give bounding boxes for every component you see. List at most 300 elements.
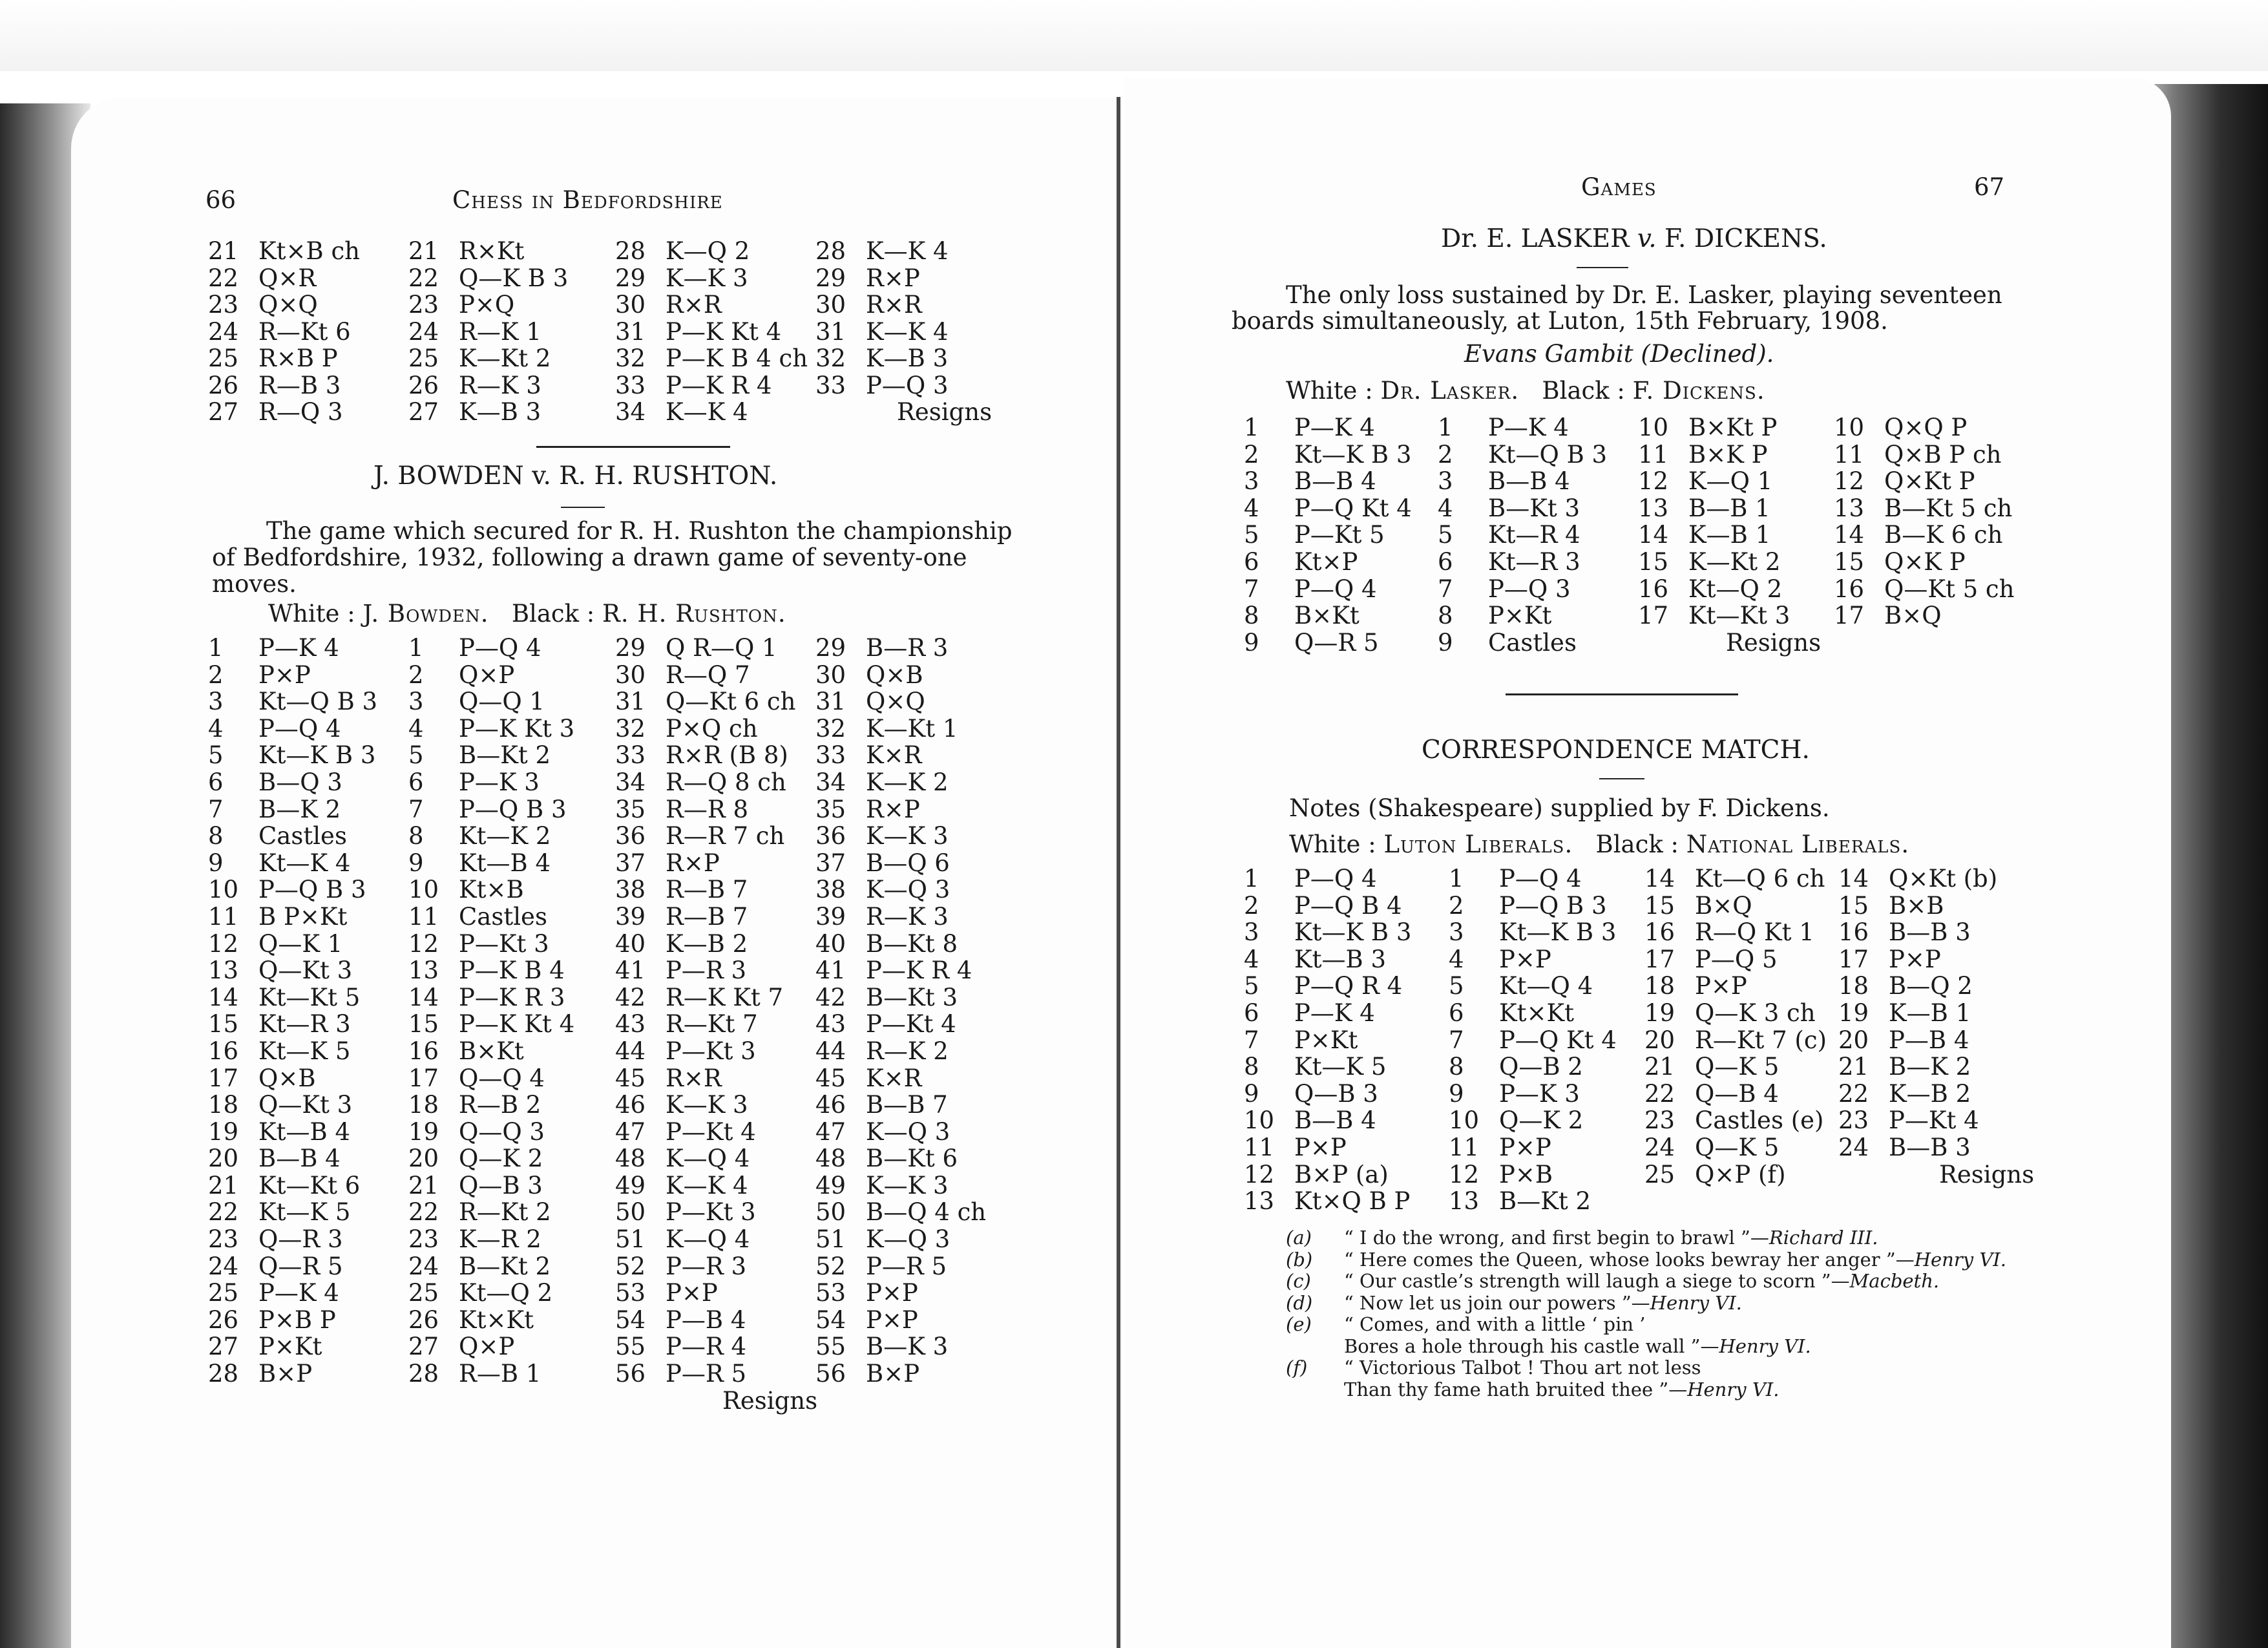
section-divider [536,446,730,448]
move-number: 7 [1449,1026,1464,1054]
move-number: 54 [615,1305,646,1334]
move-row [615,931,817,958]
move-notation: Q×P [459,1333,515,1361]
move-row [815,1145,986,1172]
move-number: 1 [1449,865,1464,893]
move-row [208,796,377,823]
move-row [1838,1161,2034,1188]
move-notation: B—B 3 [1889,1133,1971,1161]
move-notation: P—K 4 [1294,414,1375,441]
move-number: 26 [408,371,439,399]
move-column [1838,865,2034,1188]
move-number: 7 [1244,575,1259,603]
move-notation: P—R 4 [666,1333,747,1361]
move-row [1438,576,1607,603]
black-player: R. H. Rushton. [602,600,786,628]
move-row [208,957,377,984]
move-notation: K—Q 3 [866,1225,950,1254]
move-row [1834,602,2014,629]
move-notation: K—B 3 [459,398,541,426]
move-notation: P—Kt 3 [666,1198,756,1227]
move-notation: Q—Kt 6 ch [666,688,796,716]
note-line [1286,1357,1701,1379]
move-number: 15 [208,1010,239,1039]
move-row [615,319,808,346]
move-notation: Kt—B 4 [258,1117,351,1146]
move-notation: Kt—R 3 [1488,547,1580,576]
move-row [408,1333,574,1360]
move-number: 40 [615,929,646,958]
move-notation: P×P [1695,972,1747,1000]
move-row [815,238,992,265]
move-row [408,1092,574,1119]
move-row [615,1333,817,1360]
move-notation: P—Q B 3 [1499,891,1607,920]
move-row [1244,1188,1411,1215]
move-row [208,399,360,426]
move-notation: P—K 3 [1499,1079,1580,1108]
move-notation: K—Q 4 [666,1145,750,1173]
move-notation: Kt—K 5 [258,1037,351,1065]
move-notation: K—Kt 1 [866,714,958,743]
move-notation: Kt—Q B 3 [258,688,378,716]
move-number: 6 [1244,998,1259,1027]
move-column [815,238,992,426]
move-notation: R×P [866,264,920,292]
move-notation: Q—B 3 [459,1171,543,1199]
move-number: 7 [408,795,424,823]
move-number: 18 [408,1091,439,1119]
move-notation: Kt×P [1294,547,1358,576]
move-notation: P—K R 4 [666,371,772,399]
move-column [615,635,817,1414]
move-number: 17 [208,1064,239,1092]
move-notation: K—K 2 [866,768,949,796]
move-number: 11 [208,902,239,931]
move-row [815,1360,986,1388]
move-row [1644,1107,1827,1134]
move-notation: B—Kt 2 [1499,1187,1591,1216]
move-number: 3 [1449,918,1464,947]
move-number: 1 [408,634,424,662]
move-notation: B—K 2 [1889,1053,1971,1081]
move-number: 50 [815,1198,846,1227]
title-suffix: F. DICKENS. [1656,224,1827,253]
note-quote: “ Our castle’s strength will laugh a siege to scorn ”— [1344,1270,1850,1292]
move-row [408,931,574,958]
move-notation: K—R 2 [459,1225,541,1254]
resigns-label: Resigns [1939,1160,2035,1188]
note-source: Henry VI. [1719,1335,1811,1357]
move-notation: P—Q 3 [1488,575,1571,603]
move-row [1244,468,1412,495]
move-number: 31 [815,317,846,346]
move-notation: P×P [258,660,311,689]
move-notation: Q—B 2 [1499,1053,1583,1081]
title-rule [1599,778,1644,779]
move-row [1438,414,1607,441]
move-column [615,238,808,426]
move-number: 14 [1838,865,1869,893]
move-row [1644,1000,1827,1027]
note-source: Henry VI. [1687,1378,1780,1400]
move-row [408,742,574,769]
move-number: 2 [408,660,424,689]
move-notation: R—B 2 [459,1091,541,1119]
move-number: 26 [208,371,239,399]
move-notation: R×R (B 8) [666,741,788,770]
move-number: 41 [615,956,646,985]
move-notation: B—R 3 [866,634,949,662]
move-row [815,319,992,346]
move-notation: K—Q 2 [666,237,750,265]
move-row [1838,1107,2034,1134]
move-row [615,1065,817,1092]
move-notation: Kt—Kt 3 [1688,602,1790,630]
move-row [815,876,986,903]
move-number: 30 [615,291,646,319]
move-number: 42 [815,983,846,1011]
move-row [1644,946,1827,973]
move-number: 38 [615,876,646,904]
move-row [408,291,568,319]
move-number: 20 [1644,1026,1675,1054]
move-row [1449,1000,1617,1027]
move-number: 23 [408,1225,439,1254]
resigns-label: Resigns [897,398,992,426]
move-number: 19 [1644,998,1675,1027]
move-row [1244,576,1412,603]
move-notation: P—Kt 4 [666,1117,756,1146]
move-notation: P—R 3 [666,956,747,985]
move-row [1449,1027,1617,1054]
move-row [208,742,377,769]
move-row [1638,495,1821,522]
move-notation: Kt—Q 2 [459,1279,553,1307]
move-number: 9 [1244,628,1259,657]
title-rule [1577,267,1628,268]
move-notation: P—Kt 4 [1889,1106,1979,1135]
move-row [615,1388,817,1415]
lasker-intro-1: The only loss sustained by Dr. E. Lasker, playing seventeen [1286,281,2002,309]
move-row [1438,522,1607,549]
move-number: 1 [208,634,224,662]
move-number: 17 [1834,602,1865,630]
move-number: 1 [1244,865,1259,893]
move-row [1644,1134,1827,1161]
move-row [408,265,568,292]
move-notation: R×Kt [459,237,525,265]
note-line [1286,1271,1939,1292]
move-row [1638,522,1821,549]
move-number: 35 [815,795,846,823]
move-number: 11 [1449,1133,1480,1161]
move-number: 24 [208,1252,239,1280]
move-number: 34 [615,398,646,426]
move-row [1244,441,1412,469]
move-row [815,823,986,850]
move-number: 19 [408,1117,439,1146]
move-number: 10 [1244,1106,1275,1135]
black-player: National Liberals. [1686,830,1910,858]
move-number: 45 [815,1064,846,1092]
move-row [815,399,992,426]
move-row [1438,468,1607,495]
move-number: 24 [1644,1133,1675,1161]
move-notation: P×P [666,1279,718,1307]
move-notation: K—K 3 [866,822,949,850]
note-source: Henry VI. [1914,1248,2006,1271]
move-row [1638,629,1821,657]
move-number: 44 [815,1037,846,1065]
correspondence-intro: Notes (Shakespeare) supplied by F. Dickens. [1289,794,1830,822]
move-notation: Kt—Q 4 [1499,972,1593,1000]
move-notation: K—Kt 2 [459,344,551,372]
move-column [1244,865,1411,1215]
lasker-players-line [1286,378,1765,404]
move-notation: Q—Kt 5 ch [1884,575,2015,603]
note-line [1286,1379,1779,1400]
move-row [1644,973,1827,1000]
move-notation: Kt×B ch [258,237,361,265]
move-number: 32 [815,714,846,743]
move-number: 4 [408,714,424,743]
move-notation: K—B 1 [1688,521,1771,549]
move-row [1244,1081,1411,1108]
move-number: 20 [408,1145,439,1173]
move-notation: K—B 1 [1889,998,1971,1027]
white-label: White : [268,600,355,628]
move-number: 8 [1244,602,1259,630]
move-notation: B—Kt 2 [459,1252,551,1280]
move-row [1838,946,2034,973]
move-notation: Q×B P ch [1884,440,2002,469]
move-notation: R—K 2 [866,1037,949,1065]
running-head-left: Chess in Bedfordshire [452,186,723,214]
move-notation: Castles (e) [1695,1106,1824,1135]
move-number: 32 [615,714,646,743]
move-notation: P×P [1499,945,1551,973]
move-notation: R—Kt 7 [666,1010,758,1039]
move-notation: K—K 4 [866,237,949,265]
move-notation: P—Q B 3 [258,876,366,904]
move-row [1244,865,1411,893]
move-notation: P—K 4 [1488,414,1569,441]
move-row [815,1333,986,1360]
move-number: 2 [1244,891,1259,920]
move-number: 16 [1644,918,1675,947]
move-number: 5 [1449,972,1464,1000]
move-row [1838,1081,2034,1108]
move-notation: Q—K 2 [1499,1106,1584,1135]
move-number: 12 [1449,1160,1480,1188]
move-row [615,238,808,265]
move-row [208,715,377,743]
move-notation: R—K 3 [459,371,541,399]
white-player: Dr. Lasker. [1380,377,1520,405]
move-row [1838,1053,2034,1081]
move-row [1244,1027,1411,1054]
move-notation: P—K 4 [1294,998,1375,1027]
move-row [408,688,574,715]
intro-line-1: The game which secured for R. H. Rushton the championship [266,517,1013,545]
move-notation: P—Q Kt 4 [1294,494,1412,522]
move-row [615,1280,817,1307]
move-column [1644,865,1827,1188]
move-notation: Q×Q [866,688,925,716]
intro-line-3: moves. [212,570,297,598]
move-number: 35 [615,795,646,823]
move-number: 13 [1638,494,1669,522]
move-row [815,1038,986,1065]
move-row [1644,1053,1827,1081]
move-notation: B—B 1 [1688,494,1770,522]
move-row [815,1226,986,1253]
move-row [1638,602,1821,629]
move-number: 9 [1244,1079,1259,1108]
move-row [408,715,574,743]
move-row [1838,1000,2034,1027]
move-notation: K×R [866,741,922,770]
opening-name: Evans Gambit (Declined). [1464,340,1774,368]
move-notation: B×K P [1688,440,1768,469]
move-notation: Kt—K B 3 [1499,918,1617,947]
move-notation: Kt—K 5 [258,1198,351,1227]
move-row [208,1226,377,1253]
move-row [408,1119,574,1146]
black-label: Black : [1542,377,1625,405]
move-notation: Q×P (f) [1695,1160,1786,1188]
move-column [208,238,360,426]
move-row [1644,919,1827,946]
move-notation: P—Kt 5 [1294,521,1385,549]
move-number: 2 [1244,440,1259,469]
move-number: 51 [615,1225,646,1254]
move-column [815,635,986,1388]
move-row [1644,1081,1827,1108]
move-number: 47 [815,1117,846,1146]
move-number: 27 [208,398,239,426]
move-number: 28 [615,237,646,265]
game-title-lasker-dickens [1441,226,1827,252]
move-notation: B×Q [1695,891,1752,920]
move-number: 52 [815,1252,846,1280]
move-row [615,291,808,319]
move-row [1838,893,2034,920]
move-number: 8 [408,822,424,850]
move-notation: P—Q 4 [1499,865,1582,893]
move-notation: Q—R 5 [1294,628,1379,657]
move-row [815,1280,986,1307]
move-number: 25 [1644,1160,1675,1188]
move-number: 33 [815,741,846,770]
white-label: White : [1286,377,1373,405]
move-row [208,823,377,850]
move-row [408,823,574,850]
move-row [408,1199,574,1226]
move-notation: P×B [1499,1160,1553,1188]
move-number: 18 [1644,972,1675,1000]
move-number: 5 [1244,972,1259,1000]
move-row [408,1307,574,1334]
move-row [815,1119,986,1146]
move-notation: P—K Kt 4 [459,1010,575,1039]
black-label: Black : [1595,830,1679,858]
note-source: Richard III. [1769,1227,1878,1249]
move-row [1449,946,1617,973]
move-row [1244,629,1412,657]
move-notation: Q×K P [1884,547,1966,576]
move-row [208,984,377,1011]
note-line [1286,1314,1645,1335]
move-number: 30 [615,660,646,689]
move-number: 31 [815,688,846,716]
move-number: 5 [1244,521,1259,549]
move-row [208,876,377,903]
move-notation: K—B 2 [666,929,748,958]
move-row [615,345,808,372]
move-number: 11 [1834,440,1865,469]
move-number: 29 [615,264,646,292]
move-number: 12 [1244,1160,1275,1188]
move-number: 6 [1449,998,1464,1027]
move-notation: B—B 7 [866,1091,948,1119]
move-notation: K—Q 3 [866,876,950,904]
move-notation: B—B 3 [1889,918,1971,947]
move-row [1438,441,1607,469]
move-number: 17 [1638,602,1669,630]
move-row [615,635,817,662]
move-notation: P×P [866,1305,918,1334]
move-number: 5 [408,741,424,770]
book-gutter [1117,97,1120,1648]
move-number: 15 [408,1010,439,1039]
move-row [1638,549,1821,576]
move-number: 31 [615,317,646,346]
move-row [815,1253,986,1280]
move-number: 8 [1438,602,1453,630]
move-row [815,291,992,319]
move-number: 23 [1644,1106,1675,1135]
move-row [208,850,377,877]
move-row [1449,1081,1617,1108]
move-number: 12 [408,929,439,958]
title-prefix: Dr. E. LASKER [1441,224,1637,253]
move-number: 15 [1644,891,1675,920]
move-number: 49 [815,1171,846,1199]
move-notation: Q—R 5 [258,1252,343,1280]
move-number: 6 [208,768,224,796]
move-row [1638,468,1821,495]
move-number: 9 [208,849,224,877]
move-row [1244,522,1412,549]
move-number: 6 [1244,547,1259,576]
move-notation: Q×B [866,660,923,689]
move-notation: B×Kt [1294,602,1360,630]
move-row [208,1360,377,1388]
move-notation: K—K 4 [666,398,748,426]
move-row [1244,1053,1411,1081]
move-row [815,984,986,1011]
move-notation: Kt—K 4 [258,849,351,877]
move-number: 24 [208,317,239,346]
move-row [1449,1188,1617,1215]
move-number: 50 [615,1198,646,1227]
move-row [208,291,360,319]
move-notation: Q×Q P [1884,414,1968,441]
move-row [815,265,992,292]
move-number: 4 [1244,945,1259,973]
